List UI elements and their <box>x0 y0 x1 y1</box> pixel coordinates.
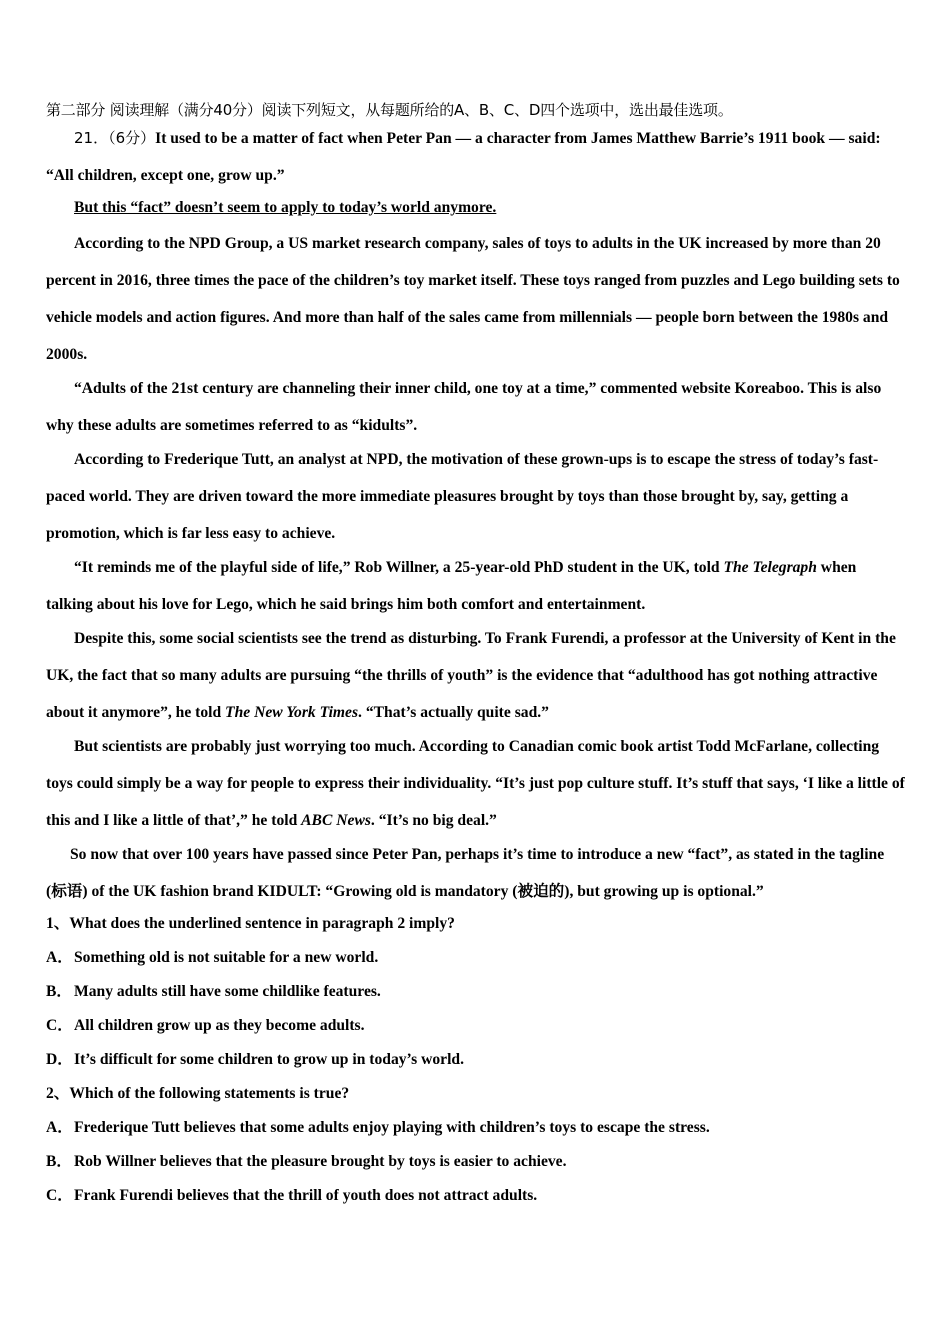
paragraph-3: According to the NPD Group, a US market research company, sales of toys to adults in the UK increased by more than 20 percent in 2016, three times the pace of the children’s toy market itself. These toys ranged from puzzles and Lego building sets to vehicle models and action figures. And more than half of the sales came from millennials — people born between the 1980s and 2000s. <box>46 235 900 363</box>
answer-option[interactable] <box>46 1111 906 1145</box>
option-letter: C． <box>46 1187 73 1204</box>
option-text: Frank Furendi believes that the thrill of youth does not attract adults. <box>74 1187 538 1204</box>
answer-option[interactable] <box>46 975 906 1009</box>
question-21-label: 21．（6分） <box>74 129 156 147</box>
answer-option[interactable] <box>46 1145 906 1179</box>
option-text: All children grow up as they become adults. <box>74 1017 365 1034</box>
paragraph-8 <box>46 728 906 839</box>
option-text: Rob Willner believes that the pleasure brought by toys is easier to achieve. <box>74 1153 567 1170</box>
option-letter: B． <box>46 983 72 1000</box>
paragraph-6 <box>46 549 906 623</box>
paragraph-8-text-a: But scientists are probably just worrying too much. According to Canadian comic book artist Todd McFarlane, collecting toys could simply be a way for people to express their individuality. “It’s just pop culture stuff. It’s stuff that says, ‘I like a little of this and I like a little of that’,” he told <box>46 738 905 829</box>
question-stem: 1、What does the underlined sentence in paragraph 2 imply? <box>46 915 455 932</box>
exam-page <box>46 98 906 1213</box>
publication-name: ABC News <box>301 812 371 829</box>
question-21-paragraph-1 <box>46 120 906 194</box>
answer-option[interactable] <box>46 1179 906 1213</box>
paragraph-6-text-a: “It reminds me of the playful side of life,” Rob Willner, a 25-year-old PhD student in the UK, told <box>74 559 724 576</box>
paragraph-8-text-b: . “It’s no big deal.” <box>370 812 497 829</box>
publication-name: The Telegraph <box>723 559 817 576</box>
option-text: Something old is not suitable for a new world. <box>74 949 379 966</box>
answer-option[interactable] <box>46 941 906 975</box>
paragraph-7 <box>46 620 906 731</box>
paragraph-4: “Adults of the 21st century are channeling their inner child, one toy at a time,” commented website Koreaboo. This is also why these adults are sometimes referred to as “kidults”. <box>46 380 882 434</box>
answer-option[interactable] <box>46 1009 906 1043</box>
paragraph-1-text: It used to be a matter of fact when Peter Pan — a character from James Matthew Barrie’s 1911 book — said: “All children, except one, grow up.” <box>46 130 881 184</box>
option-text: It’s difficult for some children to grow up in today’s world. <box>74 1051 464 1068</box>
underlined-sentence: But this “fact” doesn’t seem to apply to today’s world anymore. <box>74 199 497 216</box>
option-letter: A． <box>46 949 73 966</box>
paragraph-6-text-b: when talking about his love for Lego, which he said brings him both comfort and entertainment. <box>46 559 857 613</box>
option-letter: B． <box>46 1153 72 1170</box>
paragraph-5: According to Frederique Tutt, an analyst at NPD, the motivation of these grown-ups is to escape the stress of today’s fast-paced world. They are driven toward the more immediate pleasures brought by toys than those brought by, say, getting a promotion, which is far less easy to achieve. <box>46 451 879 542</box>
paragraph-2 <box>46 191 906 225</box>
option-letter: C． <box>46 1017 73 1034</box>
option-text: Frederique Tutt believes that some adults enjoy playing with children’s toys to escape the stress. <box>74 1119 710 1136</box>
answer-option[interactable] <box>46 1043 906 1077</box>
paragraph-7-text-b: . “That’s actually quite sad.” <box>358 704 549 721</box>
question-stem: 2、Which of the following statements is true? <box>46 1085 350 1102</box>
paragraph-9: So now that over 100 years have passed since Peter Pan, perhaps it’s time to introduce a new “fact”, as stated in the tagline (标语) of the UK fashion brand KIDULT: “Growing old is mandatory (被迫的), but growing up is optional.” <box>46 846 885 900</box>
option-text: Many adults still have some childlike features. <box>74 983 381 1000</box>
section-header: 第二部分 阅读理解（满分40分）阅读下列短文，从每题所给的A、B、C、D四个选项中，选出最佳选项。 <box>46 101 733 119</box>
option-letter: D． <box>46 1051 73 1068</box>
publication-name: The New York Times <box>225 704 359 721</box>
paragraph-7-text-a: Despite this, some social scientists see the trend as disturbing. To Frank Furendi, a professor at the University of Kent in the UK, the fact that so many adults are pursuing “the thrills of youth” is the evidence that “adulthood has got nothing attractive about it anymore”, he told <box>46 630 896 721</box>
option-letter: A． <box>46 1119 73 1136</box>
